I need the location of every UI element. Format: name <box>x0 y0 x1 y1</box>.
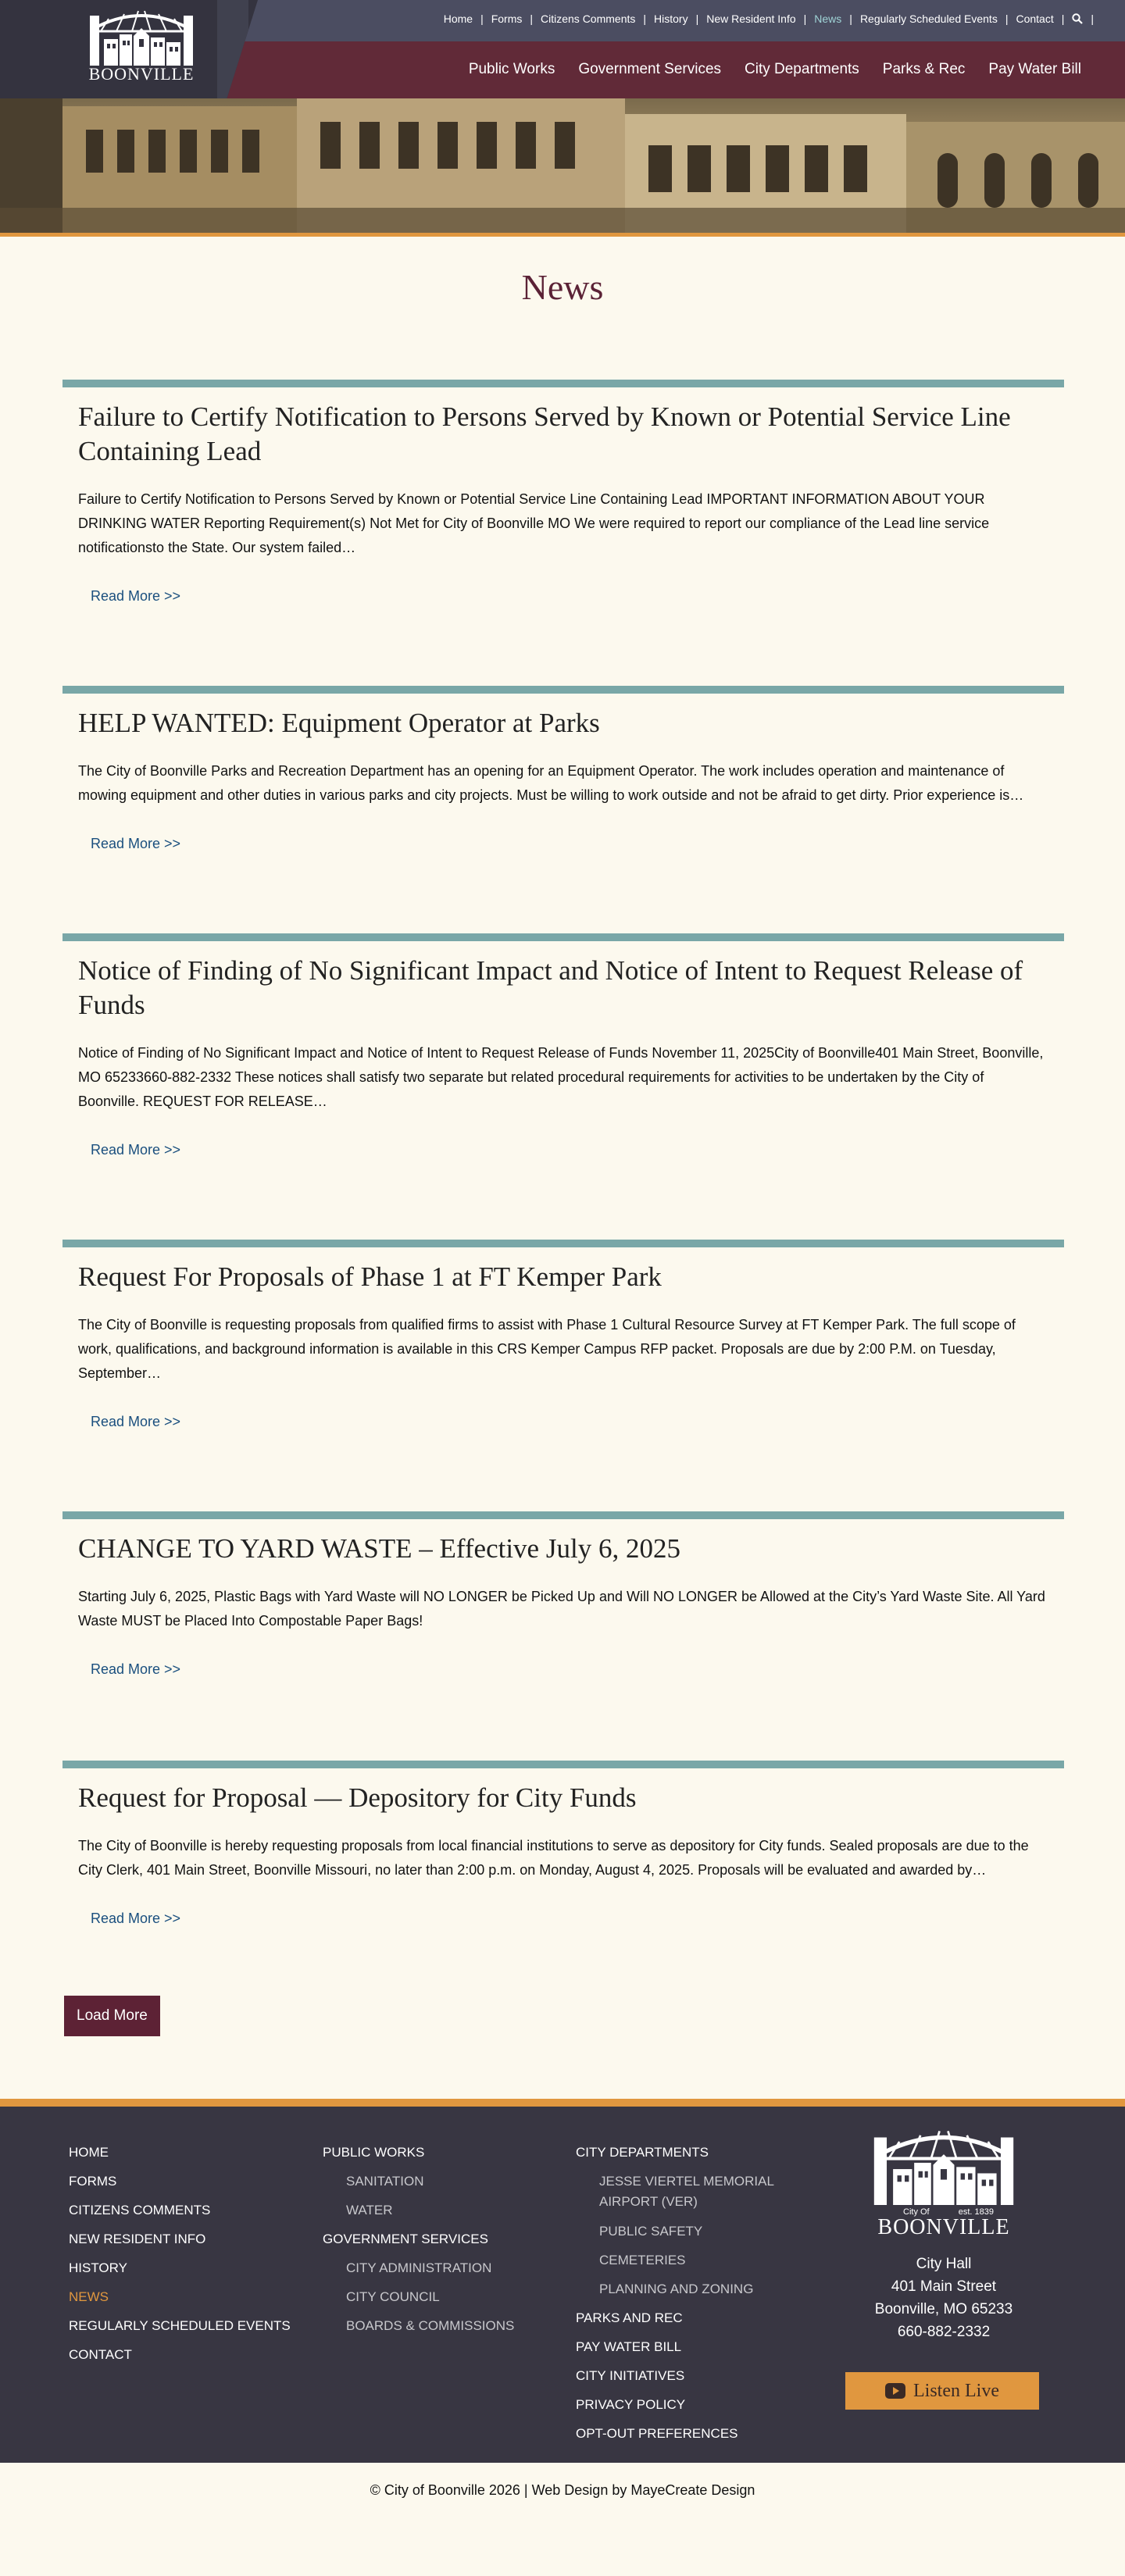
nav-pay-water-bill[interactable]: Pay Water Bill <box>988 61 1081 77</box>
copyright-text: © City of Boonville 2026 | Web Design by MayeCreate Design <box>370 2481 755 2498</box>
hero-banner-image <box>0 98 1125 233</box>
separator: | <box>1005 12 1009 25</box>
footer-link-public-safety[interactable]: PUBLIC SAFETY <box>599 2224 703 2239</box>
news-post <box>62 686 1064 852</box>
read-more-link[interactable]: Read More >> <box>91 588 181 604</box>
footer-link-city-council[interactable]: CITY COUNCIL <box>346 2289 440 2304</box>
read-more-link[interactable]: Read More >> <box>91 836 181 851</box>
footer <box>0 2099 1125 2517</box>
load-more-button[interactable]: Load More <box>64 1996 160 2036</box>
footer-link-news[interactable]: NEWS <box>69 2289 109 2304</box>
nav-parks-rec[interactable]: Parks & Rec <box>882 61 966 77</box>
logo-established: est. 1839 <box>958 2207 994 2217</box>
utility-nav <box>444 12 1102 25</box>
read-more-link[interactable]: Read More >> <box>91 1142 181 1158</box>
post-title[interactable]: Failure to Certify Notification to Persons Served by Known or Potential Service Line Containing Lead <box>78 401 1011 466</box>
news-post <box>62 1240 1064 1430</box>
post-title[interactable]: Notice of Finding of No Significant Impact and Notice of Intent to Request Release of Funds <box>78 955 1023 1020</box>
spacer <box>62 1158 1064 1240</box>
separator: | <box>643 12 647 25</box>
bridge-skyline-icon <box>867 2127 1020 2205</box>
footer-divider <box>0 2099 1125 2107</box>
city-hall-address <box>858 2253 1030 2343</box>
logo-text: BOONVILLE <box>88 64 195 84</box>
downtown-buildings-image <box>0 98 1125 233</box>
address-line: 401 Main Street <box>891 2278 997 2295</box>
footer-logo-text: BOONVILLE <box>877 2215 1010 2239</box>
spacer <box>62 1430 1064 1511</box>
separator: | <box>1061 12 1065 25</box>
footer-main <box>0 2107 1125 2463</box>
post-excerpt: Failure to Certify Notification to Persons Served by Known or Potential Service Line Containing Lead IMPORTANT INFORMATION ABOUT YOUR DRINKING WATER Reporting Requirement(s) Not Met for City of Boonville MO We were required to report our compliance of the Lead line service notificationsto the State. Our system failed… <box>78 491 990 555</box>
spacer <box>62 605 1064 686</box>
search-icon[interactable] <box>1072 13 1083 24</box>
copyright-bar <box>0 2463 1125 2517</box>
separator: | <box>803 12 807 25</box>
utility-link-news[interactable]: News <box>814 12 842 25</box>
footer-link-boards-commissions[interactable]: BOARDS & COMMISSIONS <box>346 2318 515 2333</box>
post-title[interactable]: HELP WANTED: Equipment Operator at Parks <box>78 708 600 738</box>
footer-link-water[interactable]: WATER <box>346 2203 393 2217</box>
footer-column-3 <box>576 2138 802 2448</box>
post-excerpt: The City of Boonville Parks and Recreation Department has an opening for an Equipment Operator. The work includes operation and maintenance of mowing equipment and other duties in various parks and city projects. Must be willing to work outside and not be afraid to get dirty. Prior experience is… <box>78 763 1024 803</box>
footer-link-privacy-policy[interactable]: PRIVACY POLICY <box>576 2397 686 2412</box>
utility-link-new-resident-info[interactable]: New Resident Info <box>706 12 796 25</box>
footer-link-planning-zoning[interactable]: PLANNING AND ZONING <box>599 2282 754 2296</box>
read-more-link[interactable]: Read More >> <box>91 1661 181 1677</box>
footer-link-public-works[interactable]: PUBLIC WORKS <box>323 2145 425 2160</box>
footer-link-city-administration[interactable]: CITY ADMINISTRATION <box>346 2260 492 2275</box>
hero-divider <box>0 233 1125 237</box>
footer-link-parks-rec[interactable]: PARKS AND REC <box>576 2310 683 2325</box>
phone-number[interactable]: 660-882-2332 <box>897 2324 991 2340</box>
footer-link-citizens-comments[interactable]: CITIZENS COMMENTS <box>69 2203 211 2217</box>
news-post <box>62 380 1064 605</box>
separator: | <box>480 12 484 25</box>
footer-link-sanitation[interactable]: SANITATION <box>346 2174 424 2189</box>
nav-city-departments[interactable]: City Departments <box>745 61 859 77</box>
footer-link-airport[interactable]: JESSE VIERTEL MEMORIAL AIRPORT (VER) <box>599 2174 774 2209</box>
footer-column-1 <box>69 2138 291 2369</box>
separator: | <box>695 12 699 25</box>
main-nav <box>469 61 1081 78</box>
footer-link-contact[interactable]: CONTACT <box>69 2347 132 2362</box>
nav-government-services[interactable]: Government Services <box>578 61 722 77</box>
post-title[interactable]: Request for Proposal — Depository for City Funds <box>78 1782 637 1813</box>
utility-link-contact[interactable]: Contact <box>1016 12 1054 25</box>
footer-column-2 <box>323 2138 557 2340</box>
footer-link-regularly-scheduled-events[interactable]: REGULARLY SCHEDULED EVENTS <box>69 2318 291 2333</box>
footer-link-pay-water-bill[interactable]: PAY WATER BILL <box>576 2339 682 2354</box>
read-more-link[interactable]: Read More >> <box>91 1414 181 1429</box>
spacer <box>62 852 1064 933</box>
separator: | <box>849 12 852 25</box>
footer-link-opt-out[interactable]: OPT-OUT PREFERENCES <box>576 2426 738 2441</box>
post-title[interactable]: CHANGE TO YARD WASTE – Effective July 6, 2025 <box>78 1533 680 1564</box>
site-header <box>0 0 1125 98</box>
news-post <box>62 1511 1064 1678</box>
footer-link-home[interactable]: HOME <box>69 2145 109 2160</box>
listen-live-label: Listen Live <box>913 2380 999 2401</box>
post-excerpt: The City of Boonville is hereby requesting proposals from local financial institutions to serve as depository for City funds. Sealed proposals are due to the City Clerk, 401 Main Street, Boonville Missouri, no later than 2:00 p.m. on Monday, August 4, 2025. Proposals will be evaluated and awarded by… <box>78 1838 1029 1878</box>
logo-city-of: City Of <box>903 2207 930 2217</box>
spacer <box>62 1678 1064 1761</box>
utility-link-forms[interactable]: Forms <box>491 12 523 25</box>
footer-link-city-departments[interactable]: CITY DEPARTMENTS <box>576 2145 709 2160</box>
bridge-skyline-icon <box>90 8 193 66</box>
post-excerpt: Notice of Finding of No Significant Impact and Notice of Intent to Request Release of Funds November 11, 2025City of Boonville401 Main Street, Boonville, MO 65233660-882-2332 These notices shall satisfy two separate but related procedural requirements for activities to be undertaken by the City of Boonville. REQUEST FOR RELEASE… <box>78 1045 1044 1109</box>
footer-link-forms[interactable]: FORMS <box>69 2174 117 2189</box>
youtube-play-icon <box>885 2383 905 2399</box>
listen-live-button[interactable] <box>845 2372 1039 2410</box>
utility-link-citizens-comments[interactable]: Citizens Comments <box>541 12 636 25</box>
news-post <box>62 933 1064 1158</box>
separator: | <box>1091 12 1094 25</box>
read-more-link[interactable]: Read More >> <box>91 1911 181 1926</box>
footer-link-government-services[interactable]: GOVERNMENT SERVICES <box>323 2232 488 2246</box>
nav-public-works[interactable]: Public Works <box>468 61 555 77</box>
site-logo[interactable] <box>84 8 198 91</box>
page-title: News <box>521 267 604 307</box>
utility-link-home[interactable]: Home <box>443 12 473 25</box>
address-line: Boonville, MO 65233 <box>874 2301 1013 2317</box>
utility-link-regularly-scheduled-events[interactable]: Regularly Scheduled Events <box>859 12 998 25</box>
footer-link-cemeteries[interactable]: CEMETERIES <box>599 2253 686 2267</box>
post-excerpt: The City of Boonville is requesting proposals from qualified firms to assist with Phase 1 Cultural Resource Survey at FT Kemper Park. The full scope of work, qualifications, and background information is available in this CRS Kemper Campus RFP packet. Proposals are due by 2:00 P.M. on Tuesday, September… <box>78 1317 1016 1381</box>
utility-link-history[interactable]: History <box>654 12 688 25</box>
post-title[interactable]: Request For Proposals of Phase 1 at FT Kemper Park <box>78 1261 662 1292</box>
footer-link-history[interactable]: HISTORY <box>69 2260 127 2275</box>
post-excerpt: Starting July 6, 2025, Plastic Bags with Yard Waste will NO LONGER be Picked Up and Will NO LONGER be Allowed at the City’s Yard Waste Site. All Yard Waste MUST be Placed Into Compostable Paper Bags! <box>78 1589 1045 1629</box>
news-list <box>62 380 1064 1927</box>
address-line: City Hall <box>916 2256 972 2272</box>
footer-link-new-resident-info[interactable]: NEW RESIDENT INFO <box>69 2232 206 2246</box>
footer-logo <box>858 2127 1030 2343</box>
footer-link-city-initiatives[interactable]: CITY INITIATIVES <box>576 2368 685 2383</box>
separator: | <box>530 12 534 25</box>
news-post <box>62 1761 1064 1927</box>
